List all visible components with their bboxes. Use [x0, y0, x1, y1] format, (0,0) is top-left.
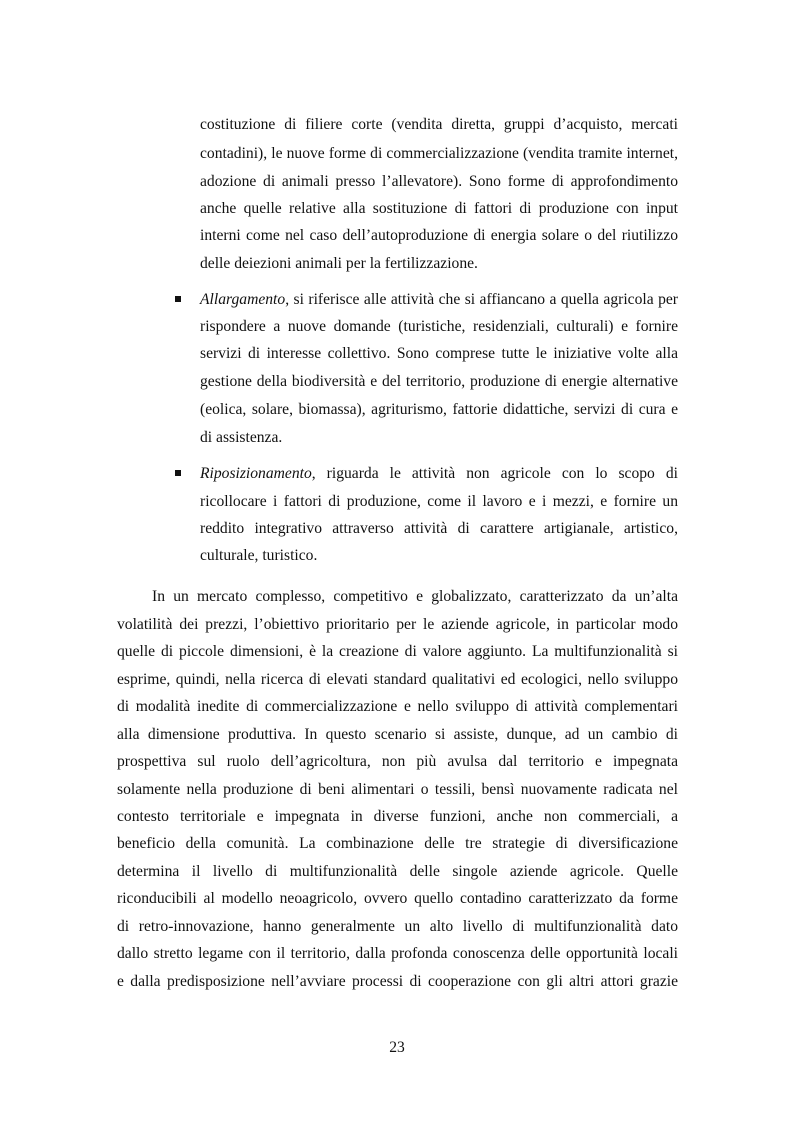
text-line: contesto territoriale e impegnata in diverse funzioni, anche non commerciali, a: [117, 808, 678, 825]
text-line: interni come nel caso dell’autoproduzione di energia solare o del riutilizzo: [200, 227, 678, 244]
text-line: esprime, quindi, nella ricerca di elevati standard qualitativi ed ecologici, nello sviluppo: [117, 671, 678, 688]
bullet-first-rest: , si riferisce alle attività che si affiancano a quella agricola per: [285, 291, 678, 308]
text-line: servizi di interesse collettivo. Sono comprese tutte le iniziative volte alla: [200, 345, 678, 362]
bullet-square-icon: [175, 296, 181, 302]
text-line: solamente nella produzione di beni alimentari o tessili, bensì nuovamente radicata nel: [117, 781, 678, 798]
text-line: di retro-innovazione, hanno generalmente un alto livello di multifunzionalità dato: [117, 918, 678, 935]
text-line: di modalità inedite di commercializzazione e nello sviluppo di attività complementari: [117, 698, 678, 715]
text-line: ricollocare i fattori di produzione, come il lavoro e i mezzi, e fornire un: [200, 493, 678, 510]
bullet-term: Riposizionamento: [200, 465, 312, 482]
text-line: quelle di piccole dimensioni, è la creazione di valore aggiunto. La multifunzionalità si: [117, 643, 678, 660]
text-line: delle deiezioni animali per la fertilizzazione.: [200, 255, 478, 272]
text-line: e dalla predisposizione nell’avviare processi di cooperazione con gli altri attori grazie: [117, 973, 678, 990]
text-line: anche quelle relative alla sostituzione di fattori di produzione con input: [200, 200, 678, 217]
text-line: volatilità dei prezzi, l’obiettivo prioritario per le aziende agricole, in particolar modo: [117, 616, 678, 633]
bullet-first-rest: , riguarda le attività non agricole con lo scopo di: [311, 465, 678, 482]
text-line: adozione di animali presso l’allevatore). Sono forme di approfondimento: [200, 173, 678, 190]
text-line: beneficio della comunità. La combinazione delle tre strategie di diversificazione: [117, 835, 678, 852]
bullet-first-line: [200, 290, 678, 310]
text-line: riconducibili al modello neoagricolo, ovvero quello contadino caratterizzato da forme: [117, 890, 678, 907]
text-line: dallo stretto legame con il territorio, dalla profonda conoscenza delle opportunità locali: [117, 945, 678, 962]
text-line: costituzione di filiere corte (vendita diretta, gruppi d’acquisto, mercati: [200, 116, 678, 133]
text-line: alla dimensione produttiva. In questo scenario si assiste, dunque, ad un cambio di: [117, 726, 678, 743]
text-line: prospettiva sul ruolo dell’agricoltura, non più avulsa dal territorio e impegnata: [117, 753, 678, 770]
text-line: culturale, turistico.: [200, 547, 318, 564]
text-line: reddito integrativo attraverso attività di carattere artigianale, artistico,: [200, 520, 678, 537]
page-number: 23: [389, 1039, 405, 1056]
text-line: In un mercato complesso, competitivo e globalizzato, caratterizzato da un’alta: [152, 588, 678, 605]
text-line: determina il livello di multifunzionalità delle singole aziende agricole. Quelle: [117, 863, 678, 880]
text-line: di assistenza.: [200, 429, 283, 446]
text-line: contadini), le nuove forme di commercializzazione (vendita tramite internet,: [200, 145, 678, 162]
bullet-first-line: [200, 464, 678, 484]
bullet-term: Allargamento: [200, 291, 286, 308]
text-line: rispondere a nuove domande (turistiche, residenziali, culturali) e fornire: [200, 318, 678, 335]
text-line: gestione della biodiversità e del territorio, produzione di energie alternative: [200, 373, 678, 390]
bullet-square-icon: [175, 470, 181, 476]
text-line: (eolica, solare, biomassa), agriturismo, fattorie didattiche, servizi di cura e: [200, 401, 678, 418]
